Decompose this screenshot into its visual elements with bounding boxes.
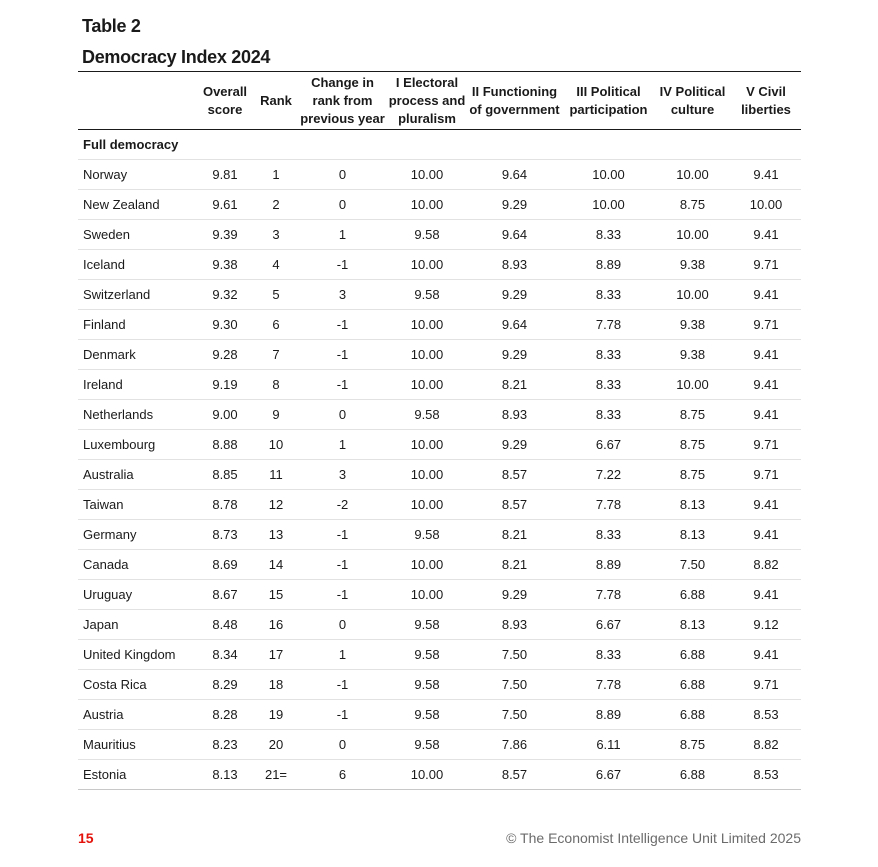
cell-political-participation: 10.00 bbox=[563, 160, 654, 190]
table-row bbox=[78, 700, 801, 730]
table-row bbox=[78, 340, 801, 370]
cell-rank: 8 bbox=[255, 370, 297, 400]
table-header-row bbox=[78, 72, 801, 130]
cell-rank-change: 0 bbox=[297, 400, 388, 430]
cell-country: Uruguay bbox=[78, 580, 195, 610]
cell-rank: 11 bbox=[255, 460, 297, 490]
cell-political-culture: 8.13 bbox=[654, 490, 731, 520]
cell-overall-score: 9.81 bbox=[195, 160, 255, 190]
cell-rank: 6 bbox=[255, 310, 297, 340]
cell-rank-change: -1 bbox=[297, 310, 388, 340]
cell-country: Austria bbox=[78, 700, 195, 730]
table-row bbox=[78, 190, 801, 220]
cell-civil-liberties: 9.41 bbox=[731, 580, 801, 610]
cell-political-participation: 7.78 bbox=[563, 670, 654, 700]
cell-political-participation: 8.89 bbox=[563, 700, 654, 730]
header-civil-liberties: V Civil liberties bbox=[731, 72, 801, 130]
cell-civil-liberties: 9.71 bbox=[731, 250, 801, 280]
header-country bbox=[78, 72, 195, 130]
table-row bbox=[78, 460, 801, 490]
cell-civil-liberties: 9.41 bbox=[731, 400, 801, 430]
cell-functioning-of-government: 9.64 bbox=[466, 160, 563, 190]
cell-electoral-process: 9.58 bbox=[388, 280, 466, 310]
cell-electoral-process: 9.58 bbox=[388, 520, 466, 550]
cell-electoral-process: 9.58 bbox=[388, 670, 466, 700]
cell-rank-change: 0 bbox=[297, 730, 388, 760]
cell-country: Germany bbox=[78, 520, 195, 550]
header-rank: Rank bbox=[255, 72, 297, 130]
cell-rank-change: 0 bbox=[297, 190, 388, 220]
cell-rank-change: 1 bbox=[297, 430, 388, 460]
cell-civil-liberties: 9.41 bbox=[731, 280, 801, 310]
cell-rank: 5 bbox=[255, 280, 297, 310]
cell-country: Luxembourg bbox=[78, 430, 195, 460]
header-functioning-of-government: II Functioning of government bbox=[466, 72, 563, 130]
cell-country: Japan bbox=[78, 610, 195, 640]
cell-country: Norway bbox=[78, 160, 195, 190]
cell-country: Switzerland bbox=[78, 280, 195, 310]
cell-political-culture: 10.00 bbox=[654, 280, 731, 310]
cell-civil-liberties: 9.41 bbox=[731, 640, 801, 670]
cell-civil-liberties: 9.41 bbox=[731, 490, 801, 520]
cell-rank-change: 3 bbox=[297, 460, 388, 490]
cell-rank-change: -1 bbox=[297, 520, 388, 550]
cell-functioning-of-government: 8.93 bbox=[466, 250, 563, 280]
cell-country: Netherlands bbox=[78, 400, 195, 430]
cell-overall-score: 9.32 bbox=[195, 280, 255, 310]
cell-political-culture: 10.00 bbox=[654, 220, 731, 250]
section-label: Full democracy bbox=[78, 130, 801, 160]
table-title: Democracy Index 2024 bbox=[82, 47, 271, 67]
cell-electoral-process: 10.00 bbox=[388, 310, 466, 340]
cell-political-culture: 6.88 bbox=[654, 580, 731, 610]
cell-electoral-process: 10.00 bbox=[388, 460, 466, 490]
cell-electoral-process: 9.58 bbox=[388, 700, 466, 730]
cell-rank-change: -1 bbox=[297, 250, 388, 280]
cell-overall-score: 8.85 bbox=[195, 460, 255, 490]
table-row bbox=[78, 370, 801, 400]
cell-rank: 21= bbox=[255, 760, 297, 790]
cell-country: Finland bbox=[78, 310, 195, 340]
cell-overall-score: 8.34 bbox=[195, 640, 255, 670]
cell-rank: 13 bbox=[255, 520, 297, 550]
cell-political-participation: 7.22 bbox=[563, 460, 654, 490]
cell-functioning-of-government: 8.57 bbox=[466, 490, 563, 520]
cell-functioning-of-government: 7.50 bbox=[466, 670, 563, 700]
table-row bbox=[78, 610, 801, 640]
cell-political-culture: 10.00 bbox=[654, 160, 731, 190]
cell-rank: 2 bbox=[255, 190, 297, 220]
table-row bbox=[78, 250, 801, 280]
cell-political-participation: 8.33 bbox=[563, 220, 654, 250]
cell-country: Mauritius bbox=[78, 730, 195, 760]
cell-civil-liberties: 9.41 bbox=[731, 520, 801, 550]
header-electoral-process: I Electoral process and pluralism bbox=[388, 72, 466, 130]
cell-overall-score: 9.38 bbox=[195, 250, 255, 280]
cell-overall-score: 8.23 bbox=[195, 730, 255, 760]
cell-overall-score: 9.28 bbox=[195, 340, 255, 370]
cell-civil-liberties: 9.71 bbox=[731, 460, 801, 490]
cell-electoral-process: 9.58 bbox=[388, 730, 466, 760]
cell-political-participation: 8.33 bbox=[563, 370, 654, 400]
cell-political-culture: 6.88 bbox=[654, 760, 731, 790]
cell-political-participation: 8.33 bbox=[563, 400, 654, 430]
cell-functioning-of-government: 9.29 bbox=[466, 280, 563, 310]
table-row bbox=[78, 400, 801, 430]
cell-functioning-of-government: 9.29 bbox=[466, 190, 563, 220]
table-row bbox=[78, 580, 801, 610]
cell-political-culture: 8.13 bbox=[654, 610, 731, 640]
header-political-participation: III Political participation bbox=[563, 72, 654, 130]
cell-political-culture: 6.88 bbox=[654, 700, 731, 730]
cell-rank: 12 bbox=[255, 490, 297, 520]
cell-functioning-of-government: 7.86 bbox=[466, 730, 563, 760]
cell-functioning-of-government: 7.50 bbox=[466, 640, 563, 670]
cell-functioning-of-government: 8.57 bbox=[466, 760, 563, 790]
cell-civil-liberties: 9.41 bbox=[731, 370, 801, 400]
cell-functioning-of-government: 9.64 bbox=[466, 310, 563, 340]
cell-rank: 9 bbox=[255, 400, 297, 430]
cell-functioning-of-government: 8.93 bbox=[466, 400, 563, 430]
cell-electoral-process: 10.00 bbox=[388, 490, 466, 520]
cell-political-culture: 6.88 bbox=[654, 670, 731, 700]
democracy-index-table bbox=[78, 71, 801, 790]
cell-electoral-process: 10.00 bbox=[388, 370, 466, 400]
cell-rank: 15 bbox=[255, 580, 297, 610]
cell-political-participation: 6.67 bbox=[563, 430, 654, 460]
cell-overall-score: 9.30 bbox=[195, 310, 255, 340]
cell-rank: 16 bbox=[255, 610, 297, 640]
cell-overall-score: 8.13 bbox=[195, 760, 255, 790]
cell-overall-score: 9.61 bbox=[195, 190, 255, 220]
copyright-notice: © The Economist Intelligence Unit Limited 2025 bbox=[506, 830, 801, 846]
cell-country: Canada bbox=[78, 550, 195, 580]
section-row bbox=[78, 130, 801, 160]
table-row bbox=[78, 730, 801, 760]
cell-functioning-of-government: 8.93 bbox=[466, 610, 563, 640]
cell-rank-change: -1 bbox=[297, 550, 388, 580]
cell-political-culture: 8.75 bbox=[654, 460, 731, 490]
table-row bbox=[78, 310, 801, 340]
cell-functioning-of-government: 9.64 bbox=[466, 220, 563, 250]
cell-electoral-process: 10.00 bbox=[388, 550, 466, 580]
cell-rank: 10 bbox=[255, 430, 297, 460]
cell-political-participation: 8.89 bbox=[563, 550, 654, 580]
cell-civil-liberties: 8.82 bbox=[731, 550, 801, 580]
cell-country: Estonia bbox=[78, 760, 195, 790]
cell-rank-change: 1 bbox=[297, 640, 388, 670]
table-row bbox=[78, 760, 801, 790]
header-overall-score: Overall score bbox=[195, 72, 255, 130]
cell-rank: 4 bbox=[255, 250, 297, 280]
cell-political-participation: 8.33 bbox=[563, 640, 654, 670]
header-change-in-rank: Change in rank from previous year bbox=[297, 72, 388, 130]
cell-functioning-of-government: 9.29 bbox=[466, 340, 563, 370]
cell-political-culture: 9.38 bbox=[654, 340, 731, 370]
cell-rank-change: -1 bbox=[297, 670, 388, 700]
table-label: Table 2 bbox=[82, 16, 141, 36]
cell-country: Australia bbox=[78, 460, 195, 490]
cell-rank-change: -1 bbox=[297, 700, 388, 730]
cell-civil-liberties: 8.53 bbox=[731, 700, 801, 730]
cell-electoral-process: 10.00 bbox=[388, 160, 466, 190]
cell-country: New Zealand bbox=[78, 190, 195, 220]
table-row bbox=[78, 520, 801, 550]
cell-overall-score: 9.00 bbox=[195, 400, 255, 430]
cell-country: Taiwan bbox=[78, 490, 195, 520]
cell-electoral-process: 9.58 bbox=[388, 610, 466, 640]
cell-political-participation: 8.33 bbox=[563, 340, 654, 370]
cell-overall-score: 9.19 bbox=[195, 370, 255, 400]
table-row bbox=[78, 490, 801, 520]
cell-rank-change: 0 bbox=[297, 610, 388, 640]
cell-country: Sweden bbox=[78, 220, 195, 250]
cell-political-participation: 10.00 bbox=[563, 190, 654, 220]
cell-electoral-process: 9.58 bbox=[388, 220, 466, 250]
cell-rank-change: -1 bbox=[297, 370, 388, 400]
cell-political-participation: 6.11 bbox=[563, 730, 654, 760]
table-row bbox=[78, 430, 801, 460]
cell-rank: 1 bbox=[255, 160, 297, 190]
cell-overall-score: 8.28 bbox=[195, 700, 255, 730]
cell-political-participation: 7.78 bbox=[563, 310, 654, 340]
table-row bbox=[78, 280, 801, 310]
cell-civil-liberties: 8.82 bbox=[731, 730, 801, 760]
table-row bbox=[78, 640, 801, 670]
cell-political-participation: 8.33 bbox=[563, 280, 654, 310]
cell-electoral-process: 9.58 bbox=[388, 400, 466, 430]
cell-civil-liberties: 9.41 bbox=[731, 340, 801, 370]
cell-overall-score: 8.78 bbox=[195, 490, 255, 520]
cell-functioning-of-government: 9.29 bbox=[466, 580, 563, 610]
cell-overall-score: 8.88 bbox=[195, 430, 255, 460]
cell-overall-score: 8.73 bbox=[195, 520, 255, 550]
cell-functioning-of-government: 8.57 bbox=[466, 460, 563, 490]
cell-civil-liberties: 9.12 bbox=[731, 610, 801, 640]
table-row bbox=[78, 670, 801, 700]
cell-rank: 3 bbox=[255, 220, 297, 250]
cell-country: United Kingdom bbox=[78, 640, 195, 670]
cell-overall-score: 8.69 bbox=[195, 550, 255, 580]
cell-rank-change: 0 bbox=[297, 160, 388, 190]
header-political-culture: IV Political culture bbox=[654, 72, 731, 130]
cell-country: Iceland bbox=[78, 250, 195, 280]
cell-overall-score: 8.29 bbox=[195, 670, 255, 700]
cell-country: Denmark bbox=[78, 340, 195, 370]
cell-civil-liberties: 9.71 bbox=[731, 430, 801, 460]
cell-civil-liberties: 10.00 bbox=[731, 190, 801, 220]
cell-rank-change: -1 bbox=[297, 580, 388, 610]
cell-rank-change: -2 bbox=[297, 490, 388, 520]
cell-rank: 14 bbox=[255, 550, 297, 580]
cell-political-culture: 8.13 bbox=[654, 520, 731, 550]
table-row bbox=[78, 220, 801, 250]
cell-country: Costa Rica bbox=[78, 670, 195, 700]
cell-overall-score: 8.48 bbox=[195, 610, 255, 640]
cell-rank-change: -1 bbox=[297, 340, 388, 370]
page-number: 15 bbox=[78, 830, 94, 846]
cell-political-culture: 7.50 bbox=[654, 550, 731, 580]
cell-electoral-process: 10.00 bbox=[388, 760, 466, 790]
cell-civil-liberties: 8.53 bbox=[731, 760, 801, 790]
cell-electoral-process: 10.00 bbox=[388, 190, 466, 220]
cell-political-culture: 9.38 bbox=[654, 250, 731, 280]
cell-rank-change: 1 bbox=[297, 220, 388, 250]
cell-overall-score: 8.67 bbox=[195, 580, 255, 610]
cell-overall-score: 9.39 bbox=[195, 220, 255, 250]
cell-rank: 20 bbox=[255, 730, 297, 760]
table-row bbox=[78, 160, 801, 190]
cell-electoral-process: 10.00 bbox=[388, 580, 466, 610]
cell-electoral-process: 10.00 bbox=[388, 430, 466, 460]
cell-functioning-of-government: 9.29 bbox=[466, 430, 563, 460]
table-row bbox=[78, 550, 801, 580]
cell-political-participation: 8.33 bbox=[563, 520, 654, 550]
cell-rank: 7 bbox=[255, 340, 297, 370]
cell-functioning-of-government: 8.21 bbox=[466, 550, 563, 580]
cell-political-culture: 6.88 bbox=[654, 640, 731, 670]
cell-political-participation: 7.78 bbox=[563, 490, 654, 520]
cell-political-participation: 6.67 bbox=[563, 760, 654, 790]
cell-political-culture: 8.75 bbox=[654, 730, 731, 760]
cell-rank-change: 3 bbox=[297, 280, 388, 310]
cell-political-participation: 6.67 bbox=[563, 610, 654, 640]
cell-political-participation: 7.78 bbox=[563, 580, 654, 610]
cell-rank: 19 bbox=[255, 700, 297, 730]
cell-political-participation: 8.89 bbox=[563, 250, 654, 280]
cell-civil-liberties: 9.71 bbox=[731, 310, 801, 340]
cell-country: Ireland bbox=[78, 370, 195, 400]
cell-political-culture: 8.75 bbox=[654, 430, 731, 460]
cell-electoral-process: 10.00 bbox=[388, 340, 466, 370]
cell-electoral-process: 9.58 bbox=[388, 640, 466, 670]
cell-functioning-of-government: 8.21 bbox=[466, 370, 563, 400]
cell-civil-liberties: 9.71 bbox=[731, 670, 801, 700]
cell-rank: 18 bbox=[255, 670, 297, 700]
cell-political-culture: 9.38 bbox=[654, 310, 731, 340]
cell-political-culture: 8.75 bbox=[654, 190, 731, 220]
cell-rank: 17 bbox=[255, 640, 297, 670]
cell-functioning-of-government: 7.50 bbox=[466, 700, 563, 730]
cell-civil-liberties: 9.41 bbox=[731, 160, 801, 190]
cell-political-culture: 8.75 bbox=[654, 400, 731, 430]
cell-political-culture: 10.00 bbox=[654, 370, 731, 400]
cell-electoral-process: 10.00 bbox=[388, 250, 466, 280]
cell-rank-change: 6 bbox=[297, 760, 388, 790]
cell-civil-liberties: 9.41 bbox=[731, 220, 801, 250]
cell-functioning-of-government: 8.21 bbox=[466, 520, 563, 550]
